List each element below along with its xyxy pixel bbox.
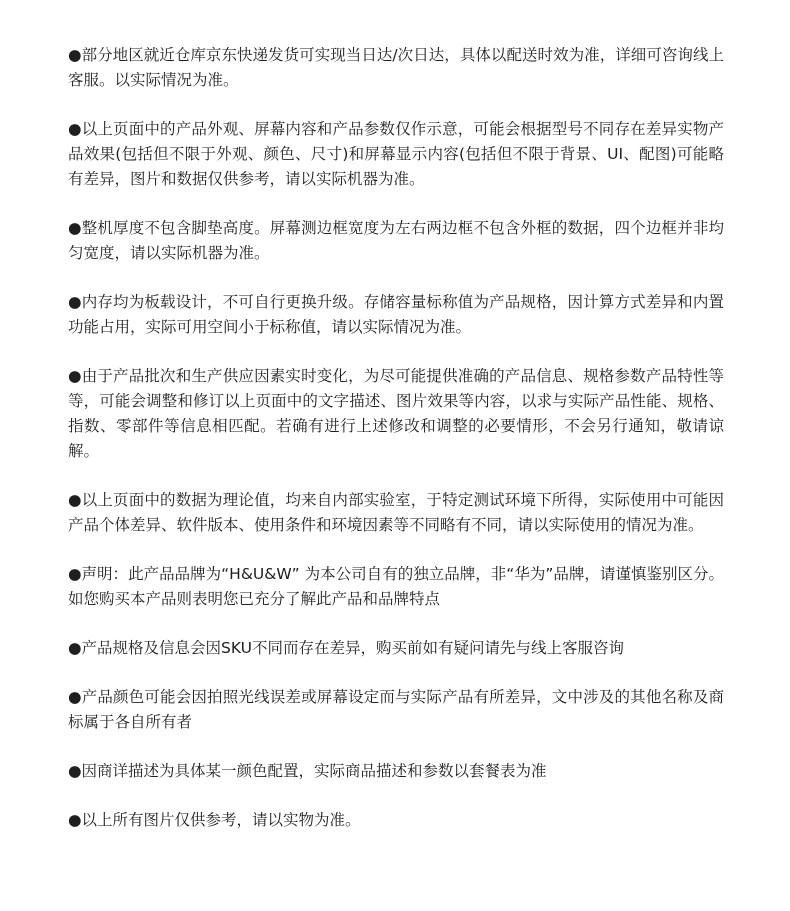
notice-brand-statement: ●声明：此产品品牌为“H&U&W” 为本公司自有的独立品牌，非“华为”品牌，请谨慎鉴别区分。如您购买本产品则表明您已充分了解此产品和品牌特点: [68, 565, 724, 608]
notice-appearance-disclaimer: ●以上页面中的产品外观、屏幕内容和产品参数仅作示意，可能会根据型号不同存在差异实物产品效果(包括但不限于外观、颜色、尺寸)和屏幕显示内容(包括但不限于背景、UI、配图)可能略有差异，图片和数据仅供参考，请以实际机器为准。: [68, 120, 724, 188]
notice-thickness-bezel: ●整机厚度不包含脚垫高度。屏幕测边框宽度为左右两边框不包含外框的数据，四个边框并非均匀宽度，请以实际机器为准。: [68, 219, 724, 262]
notice-theoretical-data: ●以上页面中的数据为理论值，均来自内部实验室，于特定测试环境下所得，实际使用中可能因产品个体差异、软件版本、使用条件和环境因素等不同略有不同，请以实际使用的情况为准。: [68, 491, 724, 534]
notice-delivery: ●部分地区就近仓库京东快递发货可实现当日达/次日达，具体以配送时效为准，详细可咨询线上客服。以实际情况为准。: [68, 46, 724, 89]
notice-revision: ●由于产品批次和生产供应因素实时变化，为尽可能提供准确的产品信息、规格参数产品特性等等，可能会调整和修订以上页面中的文字描述、图片效果等内容，以求与实际产品性能、规格、指数、零部件等信息相匹配。若确有进行上述修改和调整的必要情形，不会另行通知，敬请谅解。: [68, 367, 724, 460]
notice-sku-difference: ●产品规格及信息会因SKU不同而存在差异，购买前如有疑问请先与线上客服咨询: [68, 639, 624, 657]
notice-memory-storage: ●内存均为板载设计，不可自行更换升级。存储容量标称值为产品规格，因计算方式差异和内置功能占用，实际可用空间小于标称值，请以实际情况为准。: [68, 293, 724, 336]
notice-color-config: ●因商详描述为具体某一颜色配置，实际商品描述和参数以套餐表为准: [68, 762, 547, 780]
notice-images-reference: ●以上所有图片仅供参考，请以实物为准。: [68, 811, 361, 829]
notice-color-difference: ●产品颜色可能会因拍照光线误差或屏幕设定而与实际产品有所差异，文中涉及的其他名称及商标属于各自所有者: [68, 688, 724, 731]
